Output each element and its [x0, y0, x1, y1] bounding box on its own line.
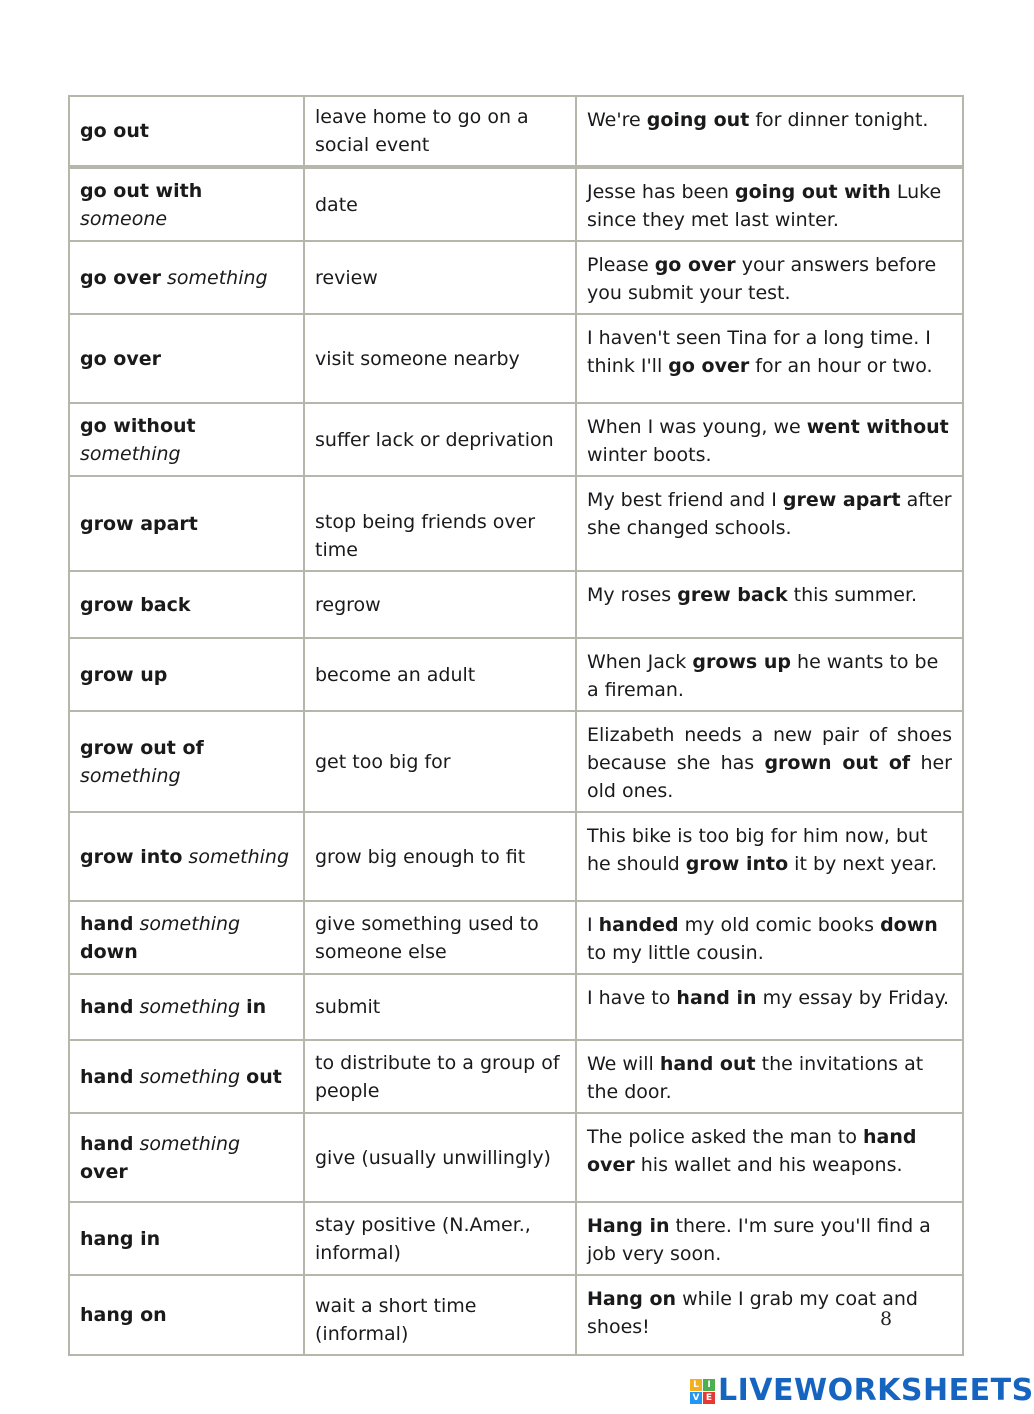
text-run: for an hour or two. [749, 355, 933, 377]
text-run: hand [80, 1132, 134, 1155]
phrasal-verb-cell [69, 403, 304, 476]
text-run: there. I'm sure you'll find a job very soon. [587, 1215, 931, 1265]
meaning-cell: submit [304, 974, 576, 1040]
text-run: When Jack [587, 651, 693, 673]
liveworksheets-mark-icon [690, 1379, 715, 1404]
table-row [69, 241, 963, 314]
table-row [69, 314, 963, 403]
table-row [69, 96, 963, 167]
meaning-cell: review [304, 241, 576, 314]
text-run: hand in [676, 987, 757, 1009]
example-cell [576, 974, 963, 1040]
phrasal-verb-cell [69, 638, 304, 711]
text-run: hand [80, 1065, 134, 1088]
table-row [69, 812, 963, 901]
text-run: go out with [80, 179, 203, 202]
text-run: hand out [659, 1053, 756, 1075]
meaning-cell: to distribute to a group of people [304, 1040, 576, 1113]
text-run: he wants to be a fireman. [587, 651, 939, 701]
text-run: hang in [80, 1227, 161, 1250]
text-run: hand [80, 912, 134, 935]
meaning-cell: stop being friends over time [304, 476, 576, 571]
text-run: her old ones. [587, 752, 952, 802]
phrasal-verb-cell [69, 571, 304, 638]
example-cell [576, 711, 963, 812]
mark-letter: L [690, 1379, 702, 1391]
text-run: your answers before you submit your test. [587, 254, 937, 304]
phrasal-verb-cell [69, 711, 304, 812]
phrasal-verb-cell [69, 1040, 304, 1113]
meaning-cell: grow big enough to fit [304, 812, 576, 901]
text-run: Hang in [587, 1215, 670, 1237]
text-run: We're [587, 109, 647, 131]
text-run: We will [587, 1053, 660, 1075]
table-row [69, 1275, 963, 1355]
phrasal-verb-cell [69, 812, 304, 901]
brand-name: LIVEWORKSHEETS [718, 1373, 1034, 1408]
table-row [69, 974, 963, 1040]
meaning-cell: regrow [304, 571, 576, 638]
text-run: down [80, 940, 138, 963]
meaning-cell: wait a short time (informal) [304, 1275, 576, 1355]
text-run: it by next year. [788, 853, 938, 875]
phrasal-verb-cell [69, 1113, 304, 1202]
table-row [69, 1113, 963, 1202]
text-run: going out [646, 109, 750, 131]
example-cell [576, 241, 963, 314]
meaning-cell: stay positive (N.Amer., informal) [304, 1202, 576, 1275]
text-run: I have to [587, 987, 677, 1009]
text-run: went without [806, 416, 949, 438]
text-run: grow out of [80, 736, 204, 759]
text-run: the invitations at the door. [587, 1053, 924, 1103]
phrasal-verb-cell [69, 901, 304, 974]
example-cell [576, 167, 963, 241]
example-cell [576, 314, 963, 403]
meaning-cell: give (usually unwillingly) [304, 1113, 576, 1202]
text-run: go over [654, 254, 736, 276]
phrasal-verb-cell [69, 1275, 304, 1355]
text-run: grows up [692, 651, 791, 673]
text-run: grow up [80, 663, 168, 686]
mark-letter: E [703, 1392, 715, 1404]
phrasal-verb-cell [69, 96, 304, 167]
meaning-cell: give something used to someone else [304, 901, 576, 974]
example-cell [576, 1113, 963, 1202]
table-row [69, 1040, 963, 1113]
phrasal-verb-cell [69, 1202, 304, 1275]
mark-letter: I [703, 1379, 715, 1391]
text-run: go over [80, 347, 161, 370]
text-run: out [246, 1065, 282, 1088]
phrasal-verb-cell [69, 314, 304, 403]
text-run: When I was young, we [587, 416, 807, 438]
example-cell [576, 1202, 963, 1275]
text-run: go over [80, 266, 161, 289]
text-run: going out with [734, 181, 891, 203]
text-run: Hang on [587, 1288, 677, 1310]
example-cell [576, 476, 963, 571]
meaning-cell: leave home to go on a social event [304, 96, 576, 167]
example-cell [576, 812, 963, 901]
phrasal-verb-cell [69, 241, 304, 314]
example-cell [576, 571, 963, 638]
phrasal-verbs-table [68, 95, 964, 1356]
meaning-cell: suffer lack or deprivation [304, 403, 576, 476]
table-row [69, 901, 963, 974]
text-run: hand over [587, 1126, 917, 1176]
text-run: someone [80, 207, 168, 230]
text-run: grew apart [782, 489, 901, 511]
text-run: grow into [685, 853, 789, 875]
text-run: something [133, 996, 247, 1018]
table-row [69, 711, 963, 812]
phrasal-verb-cell [69, 974, 304, 1040]
text-run: something [133, 912, 241, 935]
text-run: this summer. [787, 584, 918, 606]
example-cell [576, 96, 963, 167]
text-run: over [80, 1160, 128, 1183]
table-row [69, 403, 963, 476]
example-cell [576, 901, 963, 974]
text-run: go over [668, 355, 750, 377]
text-run: my essay by Friday. [756, 987, 950, 1009]
meaning-cell: date [304, 167, 576, 241]
example-cell [576, 1275, 963, 1355]
text-run: something [133, 1132, 241, 1155]
text-run: my old comic books [678, 914, 881, 936]
text-run: while I grab my coat and shoes! [587, 1288, 918, 1338]
text-run: his wallet and his weapons. [634, 1154, 903, 1176]
meaning-cell: visit someone nearby [304, 314, 576, 403]
text-run: grow back [80, 593, 191, 616]
text-run: grow into [80, 845, 183, 868]
text-run: grow apart [80, 512, 198, 535]
text-run: something [182, 845, 290, 868]
example-cell [576, 638, 963, 711]
text-run: in [246, 996, 267, 1018]
text-run: grew back [677, 584, 788, 606]
text-run: Elizabeth needs a new pair of shoes because she has [587, 724, 952, 774]
meaning-cell: get too big for [304, 711, 576, 812]
example-cell [576, 403, 963, 476]
text-run: My roses [587, 584, 678, 606]
liveworksheets-logo [690, 1373, 1034, 1409]
mark-letter: V [690, 1392, 702, 1404]
phrasal-verb-cell [69, 476, 304, 571]
meaning-cell: become an adult [304, 638, 576, 711]
text-run: go without [80, 414, 196, 437]
text-run: My best friend and I [587, 489, 783, 511]
text-run: down [880, 914, 938, 936]
text-run: after she changed schools. [587, 489, 952, 539]
text-run: something [80, 442, 181, 465]
table-row [69, 476, 963, 571]
text-run: hand [80, 996, 134, 1018]
text-run: I haven't seen Tina for a long time. I think I'll [587, 327, 931, 377]
text-run: Please [587, 254, 655, 276]
text-run: hang on [80, 1304, 167, 1326]
table-row [69, 571, 963, 638]
table-body [69, 96, 963, 1355]
text-run: The police asked the man to [587, 1126, 864, 1148]
phrasal-verb-cell [69, 167, 304, 241]
text-run: grown out of [764, 752, 911, 774]
text-run: something [160, 266, 268, 289]
text-run: go out [80, 120, 149, 142]
table-row [69, 638, 963, 711]
example-cell [576, 1040, 963, 1113]
text-run: This bike is too big for him now, but he should [587, 825, 928, 875]
text-run: handed [598, 914, 679, 936]
text-run: Luke since they met last winter. [587, 181, 942, 231]
text-run: for dinner tonight. [749, 109, 929, 131]
text-run: Jesse has been [587, 181, 735, 203]
text-run: I [587, 914, 599, 936]
text-run: something [133, 1065, 247, 1088]
text-run: something [80, 764, 181, 787]
table-row [69, 1202, 963, 1275]
page-number: 8 [880, 1308, 893, 1330]
table-row [69, 167, 963, 241]
text-run: to my little cousin. [587, 942, 764, 964]
text-run: winter boots. [587, 444, 712, 466]
